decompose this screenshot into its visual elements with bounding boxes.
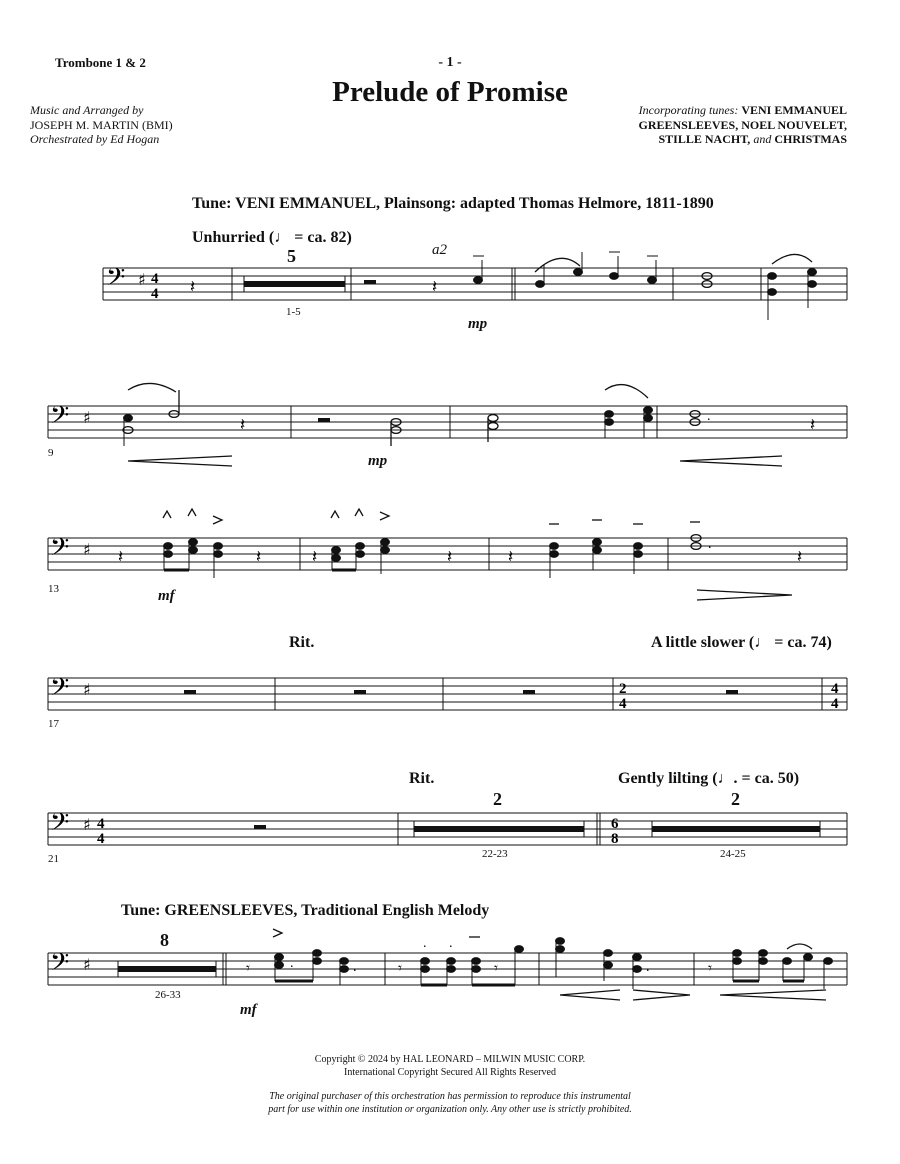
svg-text:.: .	[290, 956, 294, 971]
multirest-range: 26-33	[155, 989, 181, 1001]
svg-text:4: 4	[97, 831, 105, 847]
multirest-range: 24-25	[720, 848, 746, 860]
multirest-count: 5	[287, 246, 296, 266]
dynamic-mp: mp	[468, 316, 488, 332]
dynamic-mf: mf	[158, 588, 175, 604]
dynamic-mp: mp	[368, 453, 388, 469]
svg-text:𝄾: 𝄾	[494, 961, 498, 977]
svg-text:𝄽: 𝄽	[256, 547, 262, 567]
staff-system-2	[0, 398, 900, 478]
svg-text:♯: ♯	[138, 270, 146, 289]
svg-text:𝄢: 𝄢	[106, 263, 126, 298]
multirest-count: 2	[731, 789, 740, 809]
svg-text:𝄢: 𝄢	[50, 808, 70, 843]
copyright	[0, 1054, 900, 1079]
staff-system-6	[0, 936, 900, 1005]
piece-title: Prelude of Promise	[332, 76, 568, 108]
svg-text:𝄽: 𝄽	[810, 415, 816, 435]
svg-text:4: 4	[831, 681, 839, 697]
tempo-marking: Unhurried (♩ = ca. 82)	[192, 229, 352, 246]
credits	[30, 103, 173, 147]
svg-text:♯: ♯	[83, 680, 91, 699]
rights-line: International Copyright Secured All Rights Reserved	[344, 1066, 556, 1078]
credit-line-composer: JOSEPH M. MARTIN (BMI)	[30, 117, 173, 132]
svg-text:𝄢: 𝄢	[50, 401, 70, 436]
svg-text:4: 4	[831, 696, 839, 712]
dynamic-mf: mf	[240, 1002, 257, 1018]
measure-number: 9	[48, 447, 54, 459]
svg-text:.: .	[127, 409, 131, 424]
staff-system-1	[0, 260, 900, 330]
svg-text:𝄢: 𝄢	[50, 673, 70, 708]
svg-text:𝄽: 𝄽	[118, 547, 124, 567]
svg-text:.: .	[708, 537, 712, 552]
a2-marking: a2	[432, 242, 447, 258]
staff-system-4	[0, 670, 900, 720]
svg-text:4: 4	[151, 271, 159, 287]
svg-text:♯: ♯	[83, 540, 91, 559]
svg-text:.: .	[707, 409, 711, 424]
tune-name: STILLE NACHT,	[658, 132, 751, 146]
svg-text:8: 8	[611, 831, 619, 847]
svg-text:𝄽: 𝄽	[312, 547, 318, 567]
notice-line-1: The original purchaser of this orchestration has permission to reproduce this instrumental	[269, 1091, 631, 1102]
svg-text:𝄽: 𝄽	[797, 547, 803, 567]
svg-text:♯: ♯	[83, 955, 91, 974]
svg-text:𝄾: 𝄾	[708, 961, 712, 977]
svg-text:𝄽: 𝄽	[508, 547, 514, 567]
tune-heading: Tune: GREENSLEEVES, Traditional English Melody	[121, 902, 490, 919]
svg-text:.: .	[423, 936, 427, 951]
tune-name: GREENSLEEVES, NOEL NOUVELET,	[638, 117, 847, 132]
multirest-range: 22-23	[482, 848, 508, 860]
svg-text:4: 4	[619, 696, 627, 712]
svg-text:.: .	[353, 960, 357, 975]
svg-text:♯: ♯	[83, 408, 91, 427]
tempo-marking: A little slower (♩ = ca. 74)	[651, 634, 832, 651]
incorporated-tunes	[638, 103, 847, 147]
copyright-line: Copyright © 2024 by HAL LEONARD – MILWIN MUSIC CORP.	[314, 1054, 586, 1065]
conjunction: and	[753, 132, 772, 146]
svg-text:.: .	[646, 960, 650, 975]
svg-text:𝄢: 𝄢	[50, 948, 70, 983]
svg-text:𝄽: 𝄽	[190, 277, 196, 297]
svg-text:𝄽: 𝄽	[447, 547, 453, 567]
page-number: - 1 -	[438, 55, 462, 70]
usage-notice	[0, 1091, 900, 1116]
measure-number: 21	[48, 853, 59, 865]
tempo-marking: Gently lilting (♩. = ca. 50)	[618, 770, 800, 787]
staff-system-5	[0, 805, 900, 855]
svg-text:♯: ♯	[83, 815, 91, 834]
measure-number: 17	[48, 718, 59, 730]
tune-name: CHRISTMAS	[774, 132, 847, 146]
svg-text:6: 6	[611, 816, 619, 832]
notice-line-2: part for use within one institution or organization only. Any other use is strictly prohibited.	[268, 1103, 632, 1115]
svg-text:4: 4	[151, 286, 159, 302]
svg-text:𝄾: 𝄾	[398, 961, 402, 977]
credit-line-orchestrator: Orchestrated by Ed Hogan	[30, 132, 160, 146]
svg-text:𝄽: 𝄽	[432, 277, 438, 297]
instrument-label: Trombone 1 & 2	[55, 55, 146, 70]
multirest-count: 2	[493, 789, 502, 809]
staff-system-3	[0, 530, 900, 610]
incorporating-label: Incorporating tunes:	[638, 103, 739, 117]
multirest-range: 1-5	[286, 306, 301, 318]
tune-name: VENI EMMANUEL	[741, 103, 847, 117]
svg-text:𝄽: 𝄽	[240, 415, 246, 435]
credit-line-music: Music and Arranged by	[30, 103, 144, 117]
measure-number: 13	[48, 583, 59, 595]
multirest-count: 8	[160, 930, 169, 950]
tune-heading: Tune: VENI EMMANUEL, Plainsong: adapted Thomas Helmore, 1811-1890	[192, 195, 714, 212]
svg-text:4: 4	[97, 816, 105, 832]
rit-marking: Rit.	[409, 770, 435, 787]
svg-text:𝄢: 𝄢	[50, 533, 70, 568]
svg-text:.: .	[449, 936, 453, 951]
svg-text:𝄾: 𝄾	[246, 961, 250, 977]
rit-marking: Rit.	[289, 634, 315, 651]
svg-text:2: 2	[619, 681, 627, 697]
